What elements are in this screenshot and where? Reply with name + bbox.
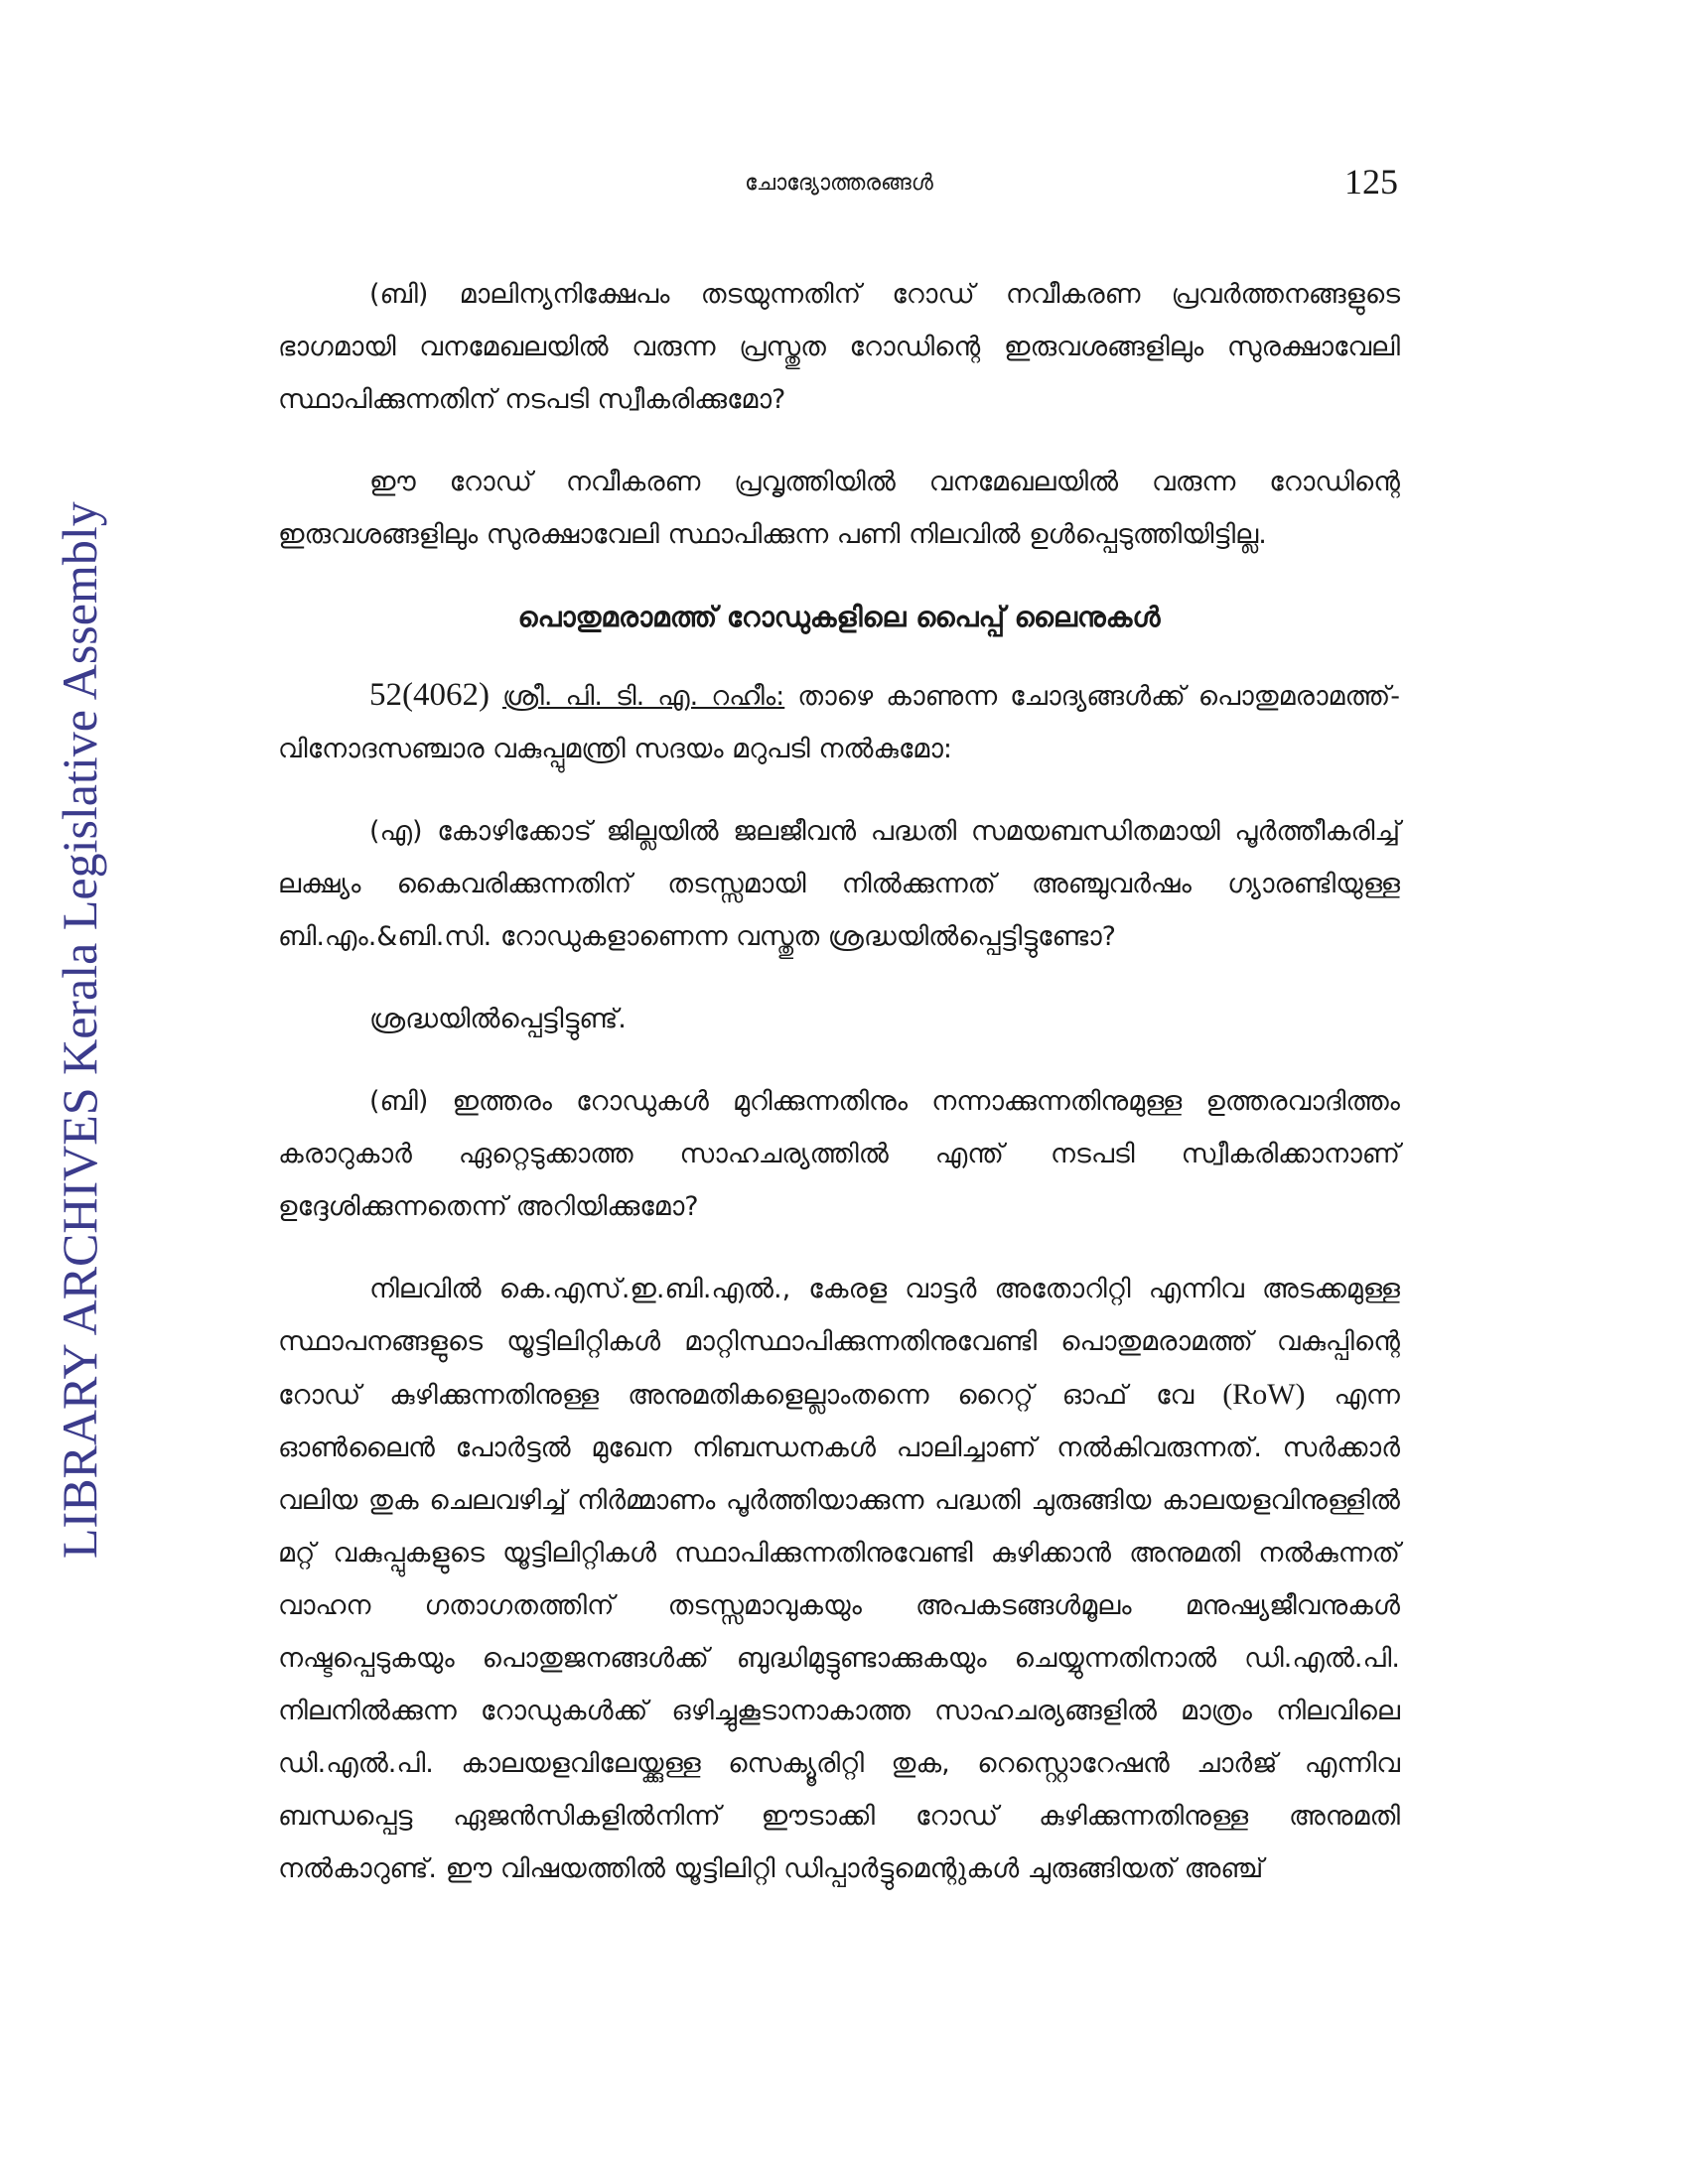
page-number: 125 (1344, 162, 1398, 202)
page-body (278, 268, 1400, 1925)
answer-b (278, 1263, 1400, 1895)
question-b: (ബി) ഇത്തരം റോഡുകൾ മുറിക്കുന്നതിനും നന്നാക്കുന്നതിനുമുള്ള ഉത്തരവാദിത്തം കരാറുകാർ ഏറ്റെടുക്കാത്ത സാഹചര്യത്തിൽ എന്ത് നടപടി സ്വീകരിക്കാനാണ് ഉദ്ദേശിക്കുന്നതെന്ന് അറിയിക്കുമോ? (278, 1086, 1400, 1222)
section-heading: പൊതുമരാമത്ത് റോഡുകളിലെ പൈപ്പ് ലൈനുകൾ (517, 601, 1161, 633)
archive-watermark: LIBRARY ARCHIVES Kerala Legislative Assembly (52, 501, 107, 1559)
row-abbreviation: (RoW) (1222, 1378, 1306, 1411)
question-a: (എ) കോഴിക്കോട് ജില്ലയിൽ ജലജീവൻ പദ്ധതി സമയബന്ധിതമായി പൂർത്തീകരിച്ച് ലക്ഷ്യം കൈവരിക്കുന്നതിന് തടസ്സമായി നിൽക്കുന്നത് അഞ്ചുവർഷം ഗ്യാരണ്ടിയുള്ള ബി.എം.&ബി.സി. റോഡുകളാണെന്ന വസ്തുത ശ്രദ്ധയിൽപ്പെട്ടിട്ടുണ്ടോ? (278, 816, 1400, 952)
answer-a: ശ്രദ്ധയിൽപ്പെട്ടിട്ടുണ്ട്. (369, 1004, 627, 1034)
question-number: 52(4062) (369, 677, 490, 713)
question-b-previous: (ബി) മാലിന്യനിക്ഷേപം തടയുന്നതിന് റോഡ് നവീകരണ പ്രവർത്തനങ്ങളുടെ ഭാഗമായി വനമേഖലയിൽ വരുന്ന പ്രസ്തുത റോഡിന്റെ ഇരുവശങ്ങളിലും സുരക്ഷാവേലി സ്ഥാപിക്കുന്നതിന് നടപടി സ്വീകരിക്കുമോ? (278, 279, 1400, 415)
answer-b-previous: ഈ റോഡ് നവീകരണ പ്രവൃത്തിയിൽ വനമേഖലയിൽ വരുന്ന റോഡിന്റെ ഇരുവശങ്ങളിലും സുരക്ഷാവേലി സ്ഥാപിക്കുന്ന പണി നിലവിൽ ഉൾപ്പെടുത്തിയിട്ടില്ല. (278, 467, 1400, 550)
question-intro (278, 669, 1400, 775)
answer-b-text-2: എന്ന ഓൺലൈൻ പോർട്ടൽ മുഖേന നിബന്ധനകൾ പാലിച്ചാണ് നൽകിവരുന്നത്. സർക്കാർ വലിയ തുക ചെലവഴിച്ച് നിർമ്മാണം പൂർത്തിയാക്കുന്ന പദ്ധതി ചുരുങ്ങിയ കാലയളവിനുള്ളിൽ മറ്റ് വകുപ്പുകളുടെ യൂട്ടിലിറ്റികൾ സ്ഥാപിക്കുന്നതിനുവേണ്ടി കുഴിക്കാൻ അനുമതി നൽകുന്നത് വാഹന ഗതാഗതത്തിന് തടസ്സമാവുകയും അപകടങ്ങൾമൂലം മനുഷ്യജീവനുകൾ നഷ്ടപ്പെടുകയും പൊതുജനങ്ങൾക്ക് ബുദ്ധിമുട്ടുണ്ടാക്കുകയും ചെയ്യുന്നതിനാൽ ഡി.എൽ.പി. നിലനിൽക്കുന്ന റോഡുകൾക്ക് ഒഴിച്ചുകൂടാനാകാത്ത സാഹചര്യങ്ങളിൽ മാത്രം നിലവിലെ ഡി.എൽ.പി. കാലയളവിലേയ്ക്കുള്ള സെക്യൂരിറ്റി തുക, റെസ്റ്റൊറേഷൻ ചാർജ് എന്നിവ ബന്ധപ്പെട്ട ഏജൻസികളിൽനിന്ന് ഈടാക്കി റോഡ് കുഴിക്കുന്നതിനുള്ള അനുമതി നൽകാറുണ്ട്. ഈ വിഷയത്തിൽ യൂട്ടിലിറ്റി ഡിപ്പാർട്ടുമെന്റുകൾ ചുരുങ്ങിയത് അഞ്ച് (278, 1380, 1400, 1884)
member-name: ശ്രീ. പി. ടി. എ. റഹീം: (501, 681, 785, 712)
question-intro-text: താഴെ കാണുന്ന ചോദ്യങ്ങൾക്ക് പൊതുമരാമത്ത്-വിനോദസഞ്ചാര വകുപ്പുമന്ത്രി സദയം മറുപടി നൽകുമോ: (278, 681, 1400, 764)
running-head: ചോദ്യോത്തരങ്ങൾ (745, 171, 933, 196)
answer-b-text-1: നിലവിൽ കെ.എസ്.ഇ.ബി.എൽ., കേരള വാട്ടർ അതോറിറ്റി എന്നിവ അടക്കമുള്ള സ്ഥാപനങ്ങളുടെ യൂട്ടിലിറ്റികൾ മാറ്റിസ്ഥാപിക്കുന്നതിനുവേണ്ടി പൊതുമരാമത്ത് വകുപ്പിന്റെ റോഡ് കുഴിക്കുന്നതിനുള്ള അനുമതികളെല്ലാംതന്നെ റൈറ്റ് ഓഫ് വേ (278, 1274, 1400, 1411)
